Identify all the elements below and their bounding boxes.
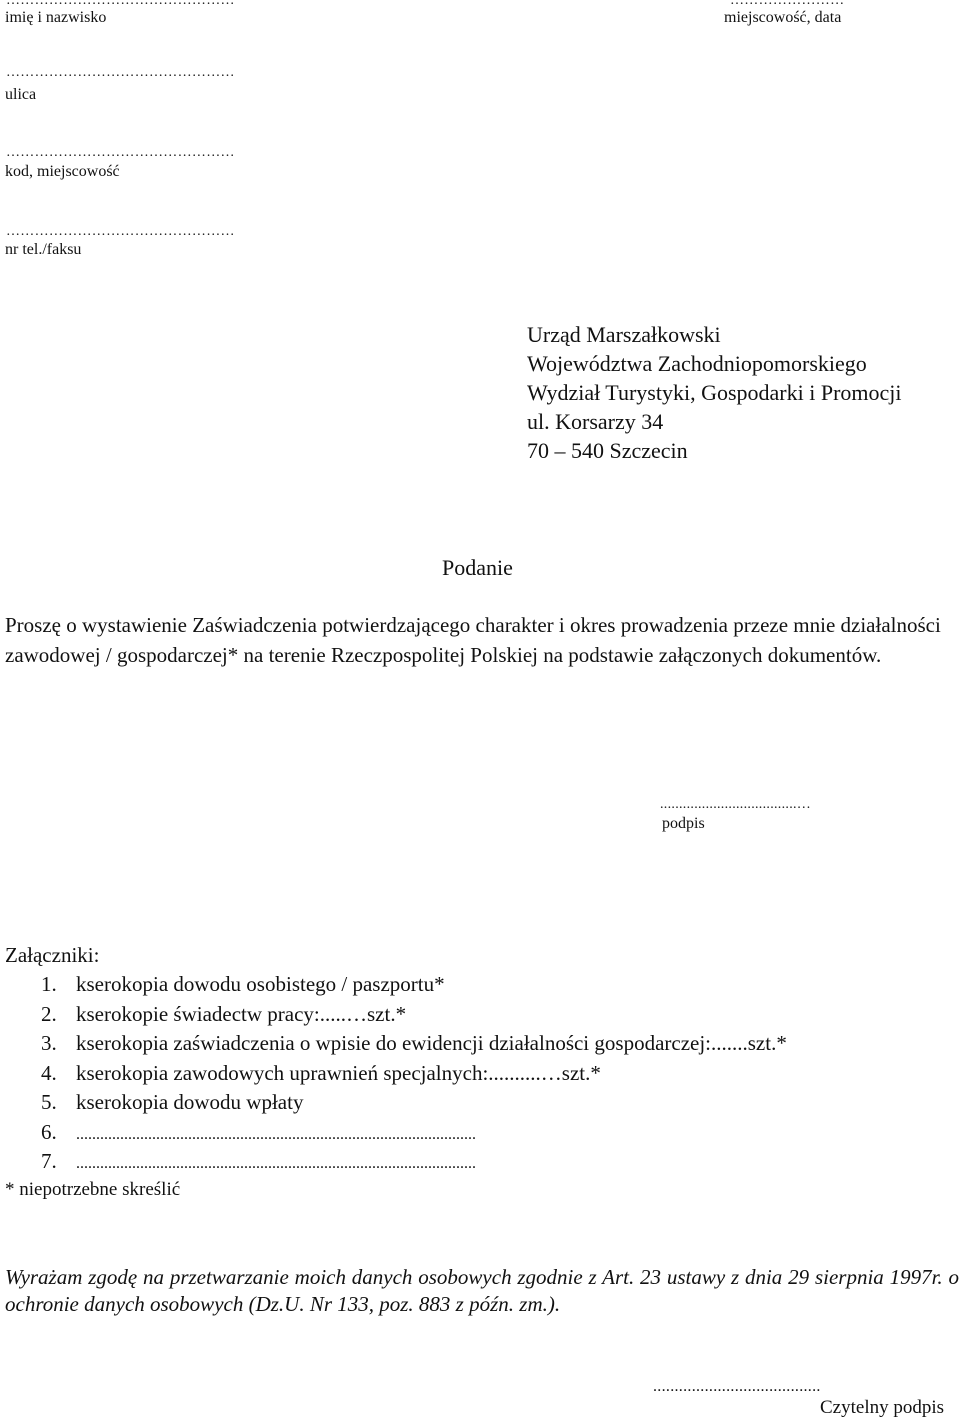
list-item: [5, 1059, 787, 1089]
list-item-number: 5.: [41, 1090, 57, 1114]
list-item-number: 7.: [41, 1149, 57, 1173]
recipient-line-4: ul. Korsarzy 34: [527, 409, 664, 434]
name-dots: …………………………………………: [6, 0, 235, 8]
legible-signature-label: Czytelny podpis: [820, 1397, 945, 1418]
name-label: imię i nazwisko: [5, 9, 107, 26]
list-item-text: ....................................................................................................: [76, 1125, 476, 1143]
list-item: [5, 1029, 787, 1059]
recipient-line-3: Wydział Turystyki, Gospodarki i Promocji: [527, 380, 902, 405]
list-item-text: kserokopia dowodu wpłaty: [76, 1090, 304, 1114]
attachments-list: [5, 970, 787, 1177]
document-title: Podanie: [442, 555, 513, 580]
request-paragraph: Proszę o wystawienie Zaświadczenia potwierdzającego charakter i okres prowadzenia przeze mnie działalności zawodowej / gospodarczej* na terenie Rzeczpospolitej Polskiej na podstawie załączonych dokumentów.: [5, 613, 941, 667]
legible-signature-dots: .......................................: [653, 1378, 821, 1395]
attachments-heading: Załączniki:: [5, 943, 100, 967]
signature-label: podpis: [662, 815, 705, 832]
recipient-address: [527, 320, 902, 465]
consent-clause: Wyrażam zgodę na przetwarzanie moich danych osobowych zgodnie z Art. 23 ustawy z dnia 29 sierpnia 1997r. o ochronie danych osobowych (Dz.U. Nr 133, poz. 883 z późn. zm.).: [5, 1265, 959, 1316]
list-item-number: 3.: [41, 1031, 57, 1055]
list-item-text: kserokopia zawodowych uprawnień specjalnych:..........…szt.*: [76, 1060, 601, 1085]
list-item-number: 4.: [41, 1060, 57, 1085]
phone-label: nr tel./faksu: [5, 241, 82, 258]
list-item: [5, 970, 787, 1000]
footnote: * niepotrzebne skreślić: [5, 1179, 181, 1200]
street-dots: …………………………………………: [6, 65, 235, 80]
list-item-text: kserokopia zaświadczenia o wpisie do ewidencji działalności gospodarczej:.......szt.*: [76, 1031, 787, 1055]
list-item-text: ....................................................................................................: [76, 1155, 476, 1172]
list-item: [5, 1088, 787, 1118]
list-item-number: 1.: [41, 972, 57, 996]
signature-dots: ....................................…: [660, 797, 812, 812]
recipient-line-2: Województwa Zachodniopomorskiego: [527, 351, 867, 376]
phone-dots: …………………………………………: [6, 224, 235, 239]
list-item-number: 6.: [41, 1119, 57, 1144]
street-label: ulica: [5, 86, 37, 103]
place-date-dots: ……………………: [730, 0, 845, 8]
list-item: [5, 1000, 787, 1030]
recipient-line-5: 70 – 540 Szczecin: [527, 438, 688, 463]
postal-dots: …………………………………………: [6, 145, 235, 160]
list-item: [5, 1147, 787, 1177]
recipient-line-1: Urząd Marszałkowski: [527, 322, 721, 347]
list-item-text: kserokopie świadectw pracy:.....…szt.*: [76, 1001, 407, 1026]
list-item-text: kserokopia dowodu osobistego / paszportu*: [76, 972, 445, 996]
place-date-label: miejscowość, data: [724, 9, 842, 26]
postal-label: kod, miejscowość: [5, 163, 120, 180]
list-item-number: 2.: [41, 1001, 57, 1026]
list-item: [5, 1118, 787, 1148]
